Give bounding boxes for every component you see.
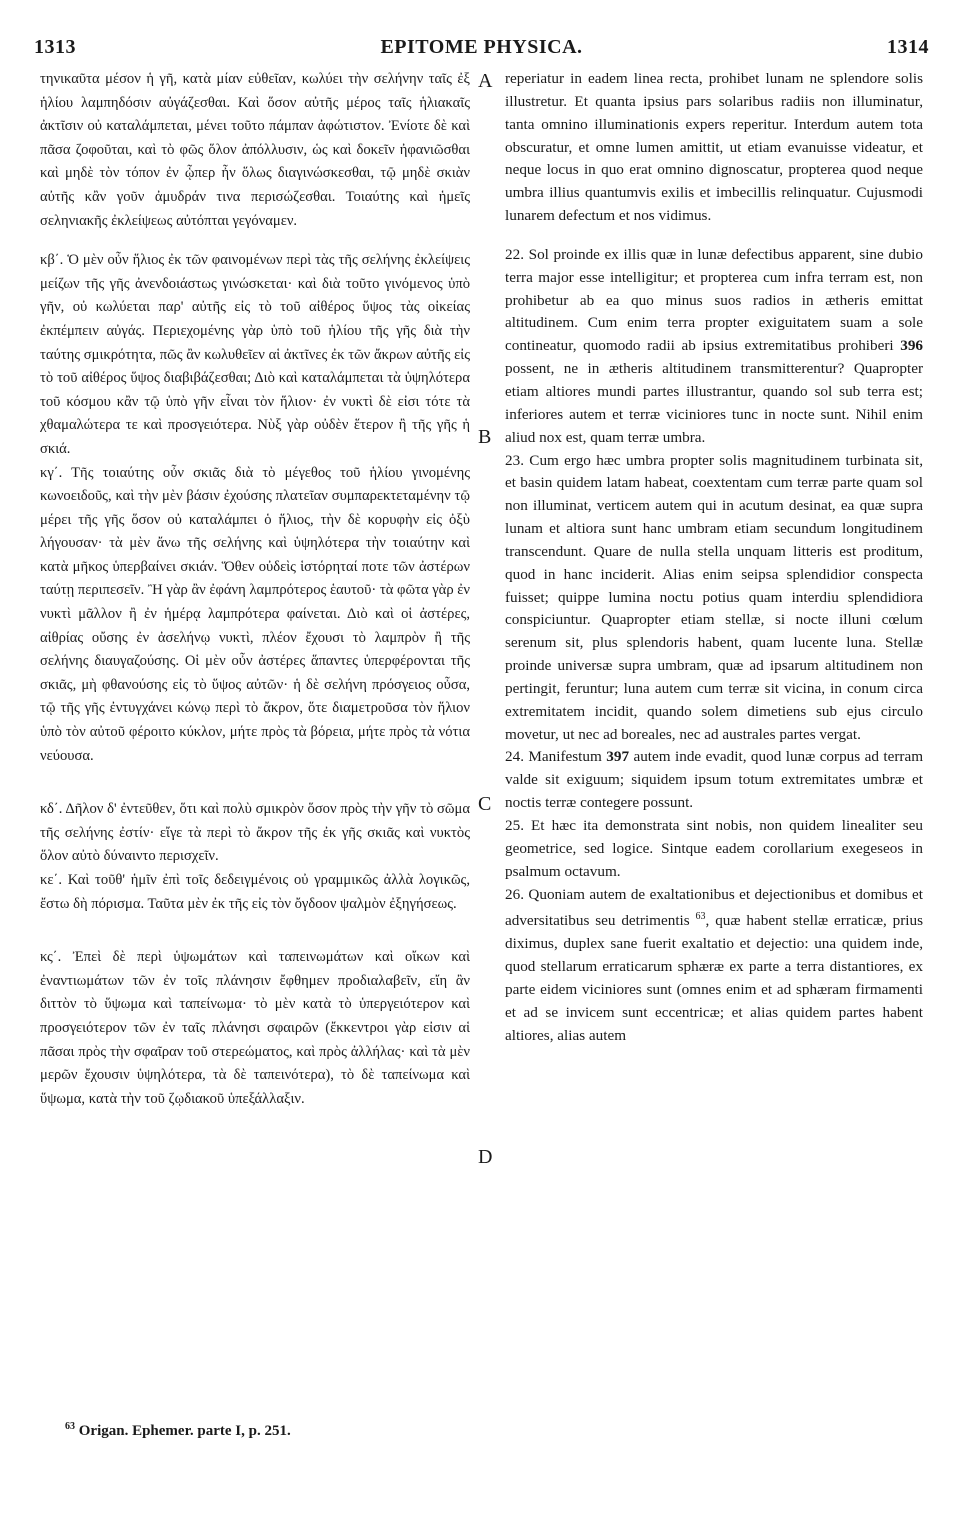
latin-paragraph: [505, 884, 923, 1048]
latin-text: 26. Quoniam autem de exaltationibus et dejectionibus et domibus et adversitatibus seu detrimentis: [505, 885, 923, 930]
margin-letter-d: D: [478, 1146, 493, 1168]
page-header: [34, 36, 929, 60]
latin-text: , quæ habent stellæ erraticæ, prius diximus, duplex sane fuerit exaltatio et dejectio: una quidem inde, quod stellarum erraticarum sphæræ ex parte a terra distantiores, ex parte eidem viciniores sunt (omnes enim et ad sphæram firmamenti et ad se invicem sunt eccentricæ; et alias quidem partes habent altiores, alias autem: [505, 912, 923, 1044]
latin-paragraph: [505, 746, 923, 815]
running-title: EPITOME PHYSICA.: [380, 36, 583, 58]
latin-paragraph: 25. Et hæc ita demonstrata sint nobis, non quidem linealiter seu geometrice, sed logice. Sintque eadem corollarium exegeseos in psalmum octavum.: [505, 817, 923, 880]
margin-letter-b: B: [478, 426, 492, 448]
footnote-number: 63: [65, 1421, 75, 1432]
latin-paragraph: reperiatur in eadem linea recta, prohibet lunam ne splendore solis illustretur. Et quanta ipsius pars solaribus radiis non illuminatur, tanta omnino illuminationis expers reperitur. Interdum autem tota obscuratur, et omne lumen amittit, ut etiam evanuisse videatur, et neque locus in quo erat omnino dignoscatur, propterea quod neque umbra illius quantumvis exilis et imbecillis relinquatur. Cujusmodi lunarem defectum et nos vidimus.: [505, 70, 923, 225]
right-page-number: 1314: [887, 36, 929, 58]
greek-paragraph: κβ΄. Ὁ μὲν οὖν ἥλιος ἐκ τῶν φαινομένων περὶ τὰς τῆς σελήνης ἐκλείψεις μείζων τῆς γῆς ἀνενδοιάστως γινώσκεται· καὶ διὰ τοῦτο γινόμενος ὑπὸ γῆν, οὐ κωλύεται παρ' αὐτῆς εἰς τὸ τοῦ αἰθέρος ὕψος τὰς οἰκείας ἐκπέμπειν αὐγάς. Περιεχομένης γὰρ ὑπὸ τοῦ ἡλίου τῆς γῆς διὰ τὴν ταύτης σμικρότητα, πῶς ἂν κωλυθεῖεν αἱ ἀκτῖνες ἐκ τῶν ἄκρων αὐτῆς εἰς τὸ τοῦ αἰθέρος ὕψος διαβιβάζεσθαι; Διὸ καὶ καταλάμπεται τὰ ὑψηλότερα τοῦ κόσμου κἂν τῷ ὑπὸ γῆν εἶναι τὸν ἥλιον· ἐν νυκτὶ δὲ εἰσι τότε τὰ χθαμαλώτερα τε καὶ προσγειότερα. Νὺξ γὰρ οὐδὲν ἕτερον ἢ τῆς γῆς ἡ σκιά.: [40, 252, 470, 457]
left-page-number: 1313: [34, 36, 76, 58]
latin-column: [505, 68, 923, 1048]
greek-paragraph: κς΄. Ἐπεὶ δὲ περὶ ὑψωμάτων καὶ ταπεινωμάτων καὶ οἴκων καὶ ἐναντιωμάτων τῶν ἐν τοῖς πλάνησιν ἔφθημεν προδιαλαβεῖν, εἴη ἂν διττὸν τὸ ὕψωμα καὶ ταπείνωμα· τὸ μὲν κατὰ τὸ ὑπεργειότερον καὶ προσγειότερον τῶν ἐν ταῖς πλάνησι σφαιρῶν (ἔκκεντροι γὰρ εἰσιν αἱ πᾶσαι πρὸς τὴν σφαῖραν τοῦ στερεώματος, καὶ πρὸς ἀλλήλας· καὶ τὰ μὲν μερῶν ἔχουσιν ὑψηλότερα, τὰ δὲ ταπεινότερα), τὸ δὲ ταπείνωμα καὶ ὕψωμα, κατὰ τὴν τοῦ ζῳδιακοῦ ὑπεξάλλαξιν.: [40, 949, 470, 1107]
greek-column: [40, 68, 470, 1111]
margin-letter-a: A: [478, 70, 493, 92]
greek-paragraph: τηνικαῦτα μέσον ἡ γῆ, κατὰ μίαν εὐθεῖαν, κωλύει τὴν σελήνην ταῖς ἐξ ἡλίου λαμπηδόσιν αὐγάζεσθαι. Καὶ ὅσον αὐτῆς μέρος ταῖς ἡλιακαῖς ἀκτῖσιν οὐ καταλάμπεται, μένει τοῦτο πάμπαν ἀφώτιστον. Ἐνίοτε δὲ καὶ πᾶσα ζοφοῦται, καὶ τὸ φῶς ὅλον ἀπόλλυσιν, ὡς καὶ δοκεῖν ἠφανιῶσθαι καὶ μηδὲ τὸν τόπον ἐν ᾧπερ ἦν ὅλως διαγινώσκεσθαι, τῷ μηδὲ σκιὰν αὐτῆς κἂν γοῦν ἀμυδράν τινα περισώζεσθαι. Τοιαύτης καὶ ἡμεῖς σεληνιακῆς ἐκλείψεως αὐτόπται γεγόναμεν.: [40, 71, 470, 229]
latin-text: 22. Sol proinde ex illis quæ in lunæ defectibus apparent, sine dubio terra major esse intelligitur; et propterea cum infra terram est, non prohibetur ab ea quo minus suos radios in ætheris emittat altitudinem. Cum enim terra propter exiguitatem suam a sole contineatur, quomodo radii ab ipsius extremitatibus prohiberi: [505, 245, 923, 355]
greek-paragraph: κε΄. Καὶ τοῦθ' ἡμῖν ἐπὶ τοῖς δεδειγμένοις οὐ γραμμικῶς ἀλλὰ λογικῶς, ἔστω δὴ πόρισμα. Ταῦτα μὲν ἐκ τῆς εἰς τὸν ὄγδοον ψαλμὸν ἐξηγήσεως.: [40, 872, 470, 912]
latin-paragraph: 23. Cum ergo hæc umbra propter solis magnitudinem turbinata sit, et basin quidem latam habeat, coextentam cum terræ parte quam sol non illuminat, verticem autem qui in acutum desinat, ea quæ supra lunam et altiora sunt hanc umbram etiam secundum longitudinem transcendunt. Quare de nulla stella unquam litteris est proditum, quod in hanc inciderit. Alias enim seipsa splendidior conspecta fuisset; quippe lumina noctu potius quam interdiu splendidiora conspiciuntur. Quapropter etiam stellæ, si nocte illuni cœlum serenum sit, plus splendoris habent, quam lucente luna. Stellæ proinde universæ supra umbram, quæ ad ipsarum altitudinem non pertingit, feruntur; luna autem cum terræ sit vicina, in conum circa extremitatem incidit, quando solem dimetiens sub ejus circulo movetur, ut nec ad boreales, nec ad australes partes vergat.: [505, 451, 923, 743]
footnote-ref: 63: [695, 911, 706, 923]
latin-text: autem inde evadit, quod lunæ corpus ad terram valde sit exiguum; siquidem ipsum totum extremitates umbræ et noctis terræ contegere possunt.: [505, 748, 924, 812]
latin-paragraph: [505, 244, 923, 450]
column-number: 397: [606, 748, 630, 766]
greek-paragraph: κδ΄. Δῆλον δ' ἐντεῦθεν, ὅτι καὶ πολὺ σμικρὸν ὅσον πρὸς τὴν γῆν τὸ σῶμα τῆς σελήνης ἐστίν· εἴγε τὰ περὶ τὸ ἄκρον τῆς ἐκ γῆς σκιᾶς καὶ νυκτὸς ὅλον αὐτὸ δύναιντο περισχεῖν.: [40, 801, 470, 865]
footnote: [65, 1421, 291, 1440]
column-number: 396: [900, 337, 924, 355]
margin-letter-c: C: [478, 793, 492, 815]
latin-text: 24. Manifestum: [505, 748, 602, 766]
footnote-text: Origan. Ephemer. parte I, p. 251.: [78, 1423, 291, 1439]
greek-paragraph: κγ΄. Τῆς τοιαύτης οὖν σκιᾶς διὰ τὸ μέγεθος τοῦ ἡλίου γινομένης κωνοειδοῦς, καὶ τὴν μὲν βάσιν ἐχούσης πλατεῖαν συμπαρεκτεταμένην τῷ μέρει τῆς γῆς ὅσον οὐ καταλάμπει ὁ ἥλιος, τὴν δὲ κορυφὴν εἰς ὀξὺ λήγουσαν· τὰ μὲν ἄνω τῆς σελήνης καὶ ὑψηλότερα τὴν τοιαύτην καὶ κατὰ μῆκος ὑπερβαίνει σκιάν. Ὅθεν οὐδεὶς ἱστόρηταί ποτε τῶν ἀστέρων ταύτῃ περιπεσεῖν. Ἢ γὰρ ἂν ἐφάνη λαμπρότερος ἑαυτοῦ· τὰ φῶτα γὰρ ἐν νυκτὶ μᾶλλον ἢ ἐν ἡμέρᾳ λαμπρότερα φαίνεται. Διὸ καὶ οἱ ἀστέρες, αἰθρίας οὔσης ἐν ἀσελήνῳ νυκτὶ, πλέον ἔχουσι τὸ λαμπρὸν ἢ τῆς σελήνης διαυγαζούσης. Οἱ μὲν οὖν ἀστέρες ἅπαντες ὑπερφέρονται τῆς σκιᾶς, μὴ φθανούσης εἰς τὸ ὕψος αὐτῶν· ἡ δὲ σελήνη πρόσγειος οὖσα, τῷ τῆς γῆς ἐντυγχάνει κώνῳ περὶ τὸ ἄκρον, ὅτε διαμετροῦσα τὸν ἥλιον ὑπὸ τὸν αὐτοῦ φέροιτο κύκλον, μήτε πρὸς τὰ βόρεια, μήτε πρὸς τὰ νότια νεύουσα.: [40, 464, 470, 764]
latin-text: possent, ne in ætheris altitudinem transmitterentur? Quapropter etiam altiores mundi partes illustrantur, quando sol sub terra est; inferiores autem et terræ viciniores tunc in nocte sunt. Nihil enim aliud nox est, quam terræ umbra.: [505, 360, 923, 446]
